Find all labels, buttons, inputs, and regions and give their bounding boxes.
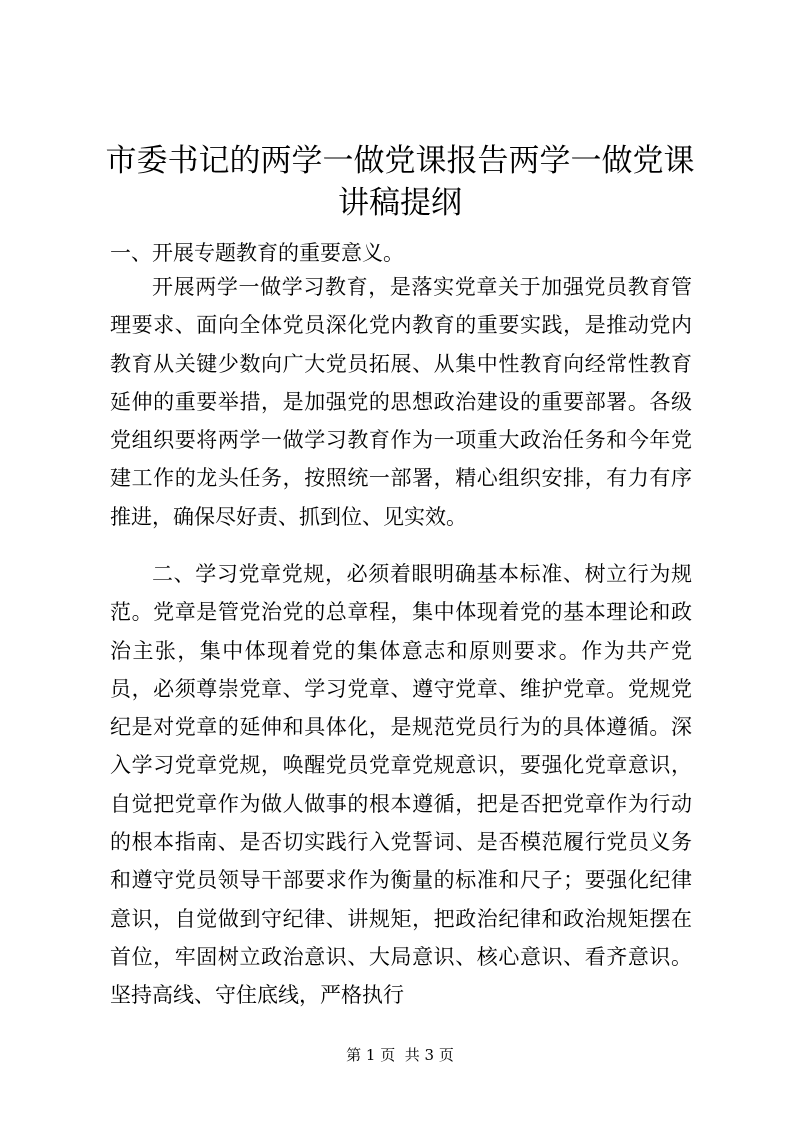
- page-number-info: 第 1 页 共 3 页: [346, 1046, 454, 1064]
- paragraph-1: 开展两学一做学习教育，是落实党章关于加强党员教育管理要求、面向全体党员深化党内教育的重要实践，是推动党内教育从关键少数向广大党员拓展、从集中性教育向经常性教育延伸的重要举措，是加强党的思想政治建设的重要部署。各级党组织要将两学一做学习教育作为一项重大政治任务和今年党建工作的龙头任务，按照统一部署，精心组织安排，有力有序推进，确保尽好责、抓到位、见实效。: [110, 275, 692, 529]
- paragraph-2: 二、学习党章党规，必须着眼明确基本标准、树立行为规范。党章是管党治党的总章程，集中体现着党的基本理论和政治主张，集中体现着党的集体意志和原则要求。作为共产党员，必须尊崇党章、学习党章、遵守党章、维护党章。党规党纪是对党章的延伸和具体化，是规范党员行为的具体遵循。深入学习党章党规，唤醒党员党章党规意识，要强化党章意识，自觉把党章作为做人做事的根本遵循，把是否把党章作为行动的根本指南、是否切实践行入党誓词、是否模范履行党员义务和遵守党员领导干部要求作为衡量的标准和尺子；要强化纪律意识，自觉做到守纪律、讲规矩，把政治纪律和政治规矩摆在首位，牢固树立政治意识、大局意识、核心意识、看齐意识。坚持高线、守住底线，严格执行: [110, 562, 692, 1008]
- section-heading-1: 一、开展专题教育的重要意义。: [110, 241, 404, 265]
- document-title: 市委书记的两学一做党课报告两学一做党课讲稿提纲: [105, 143, 695, 221]
- page-footer: [0, 1045, 800, 1065]
